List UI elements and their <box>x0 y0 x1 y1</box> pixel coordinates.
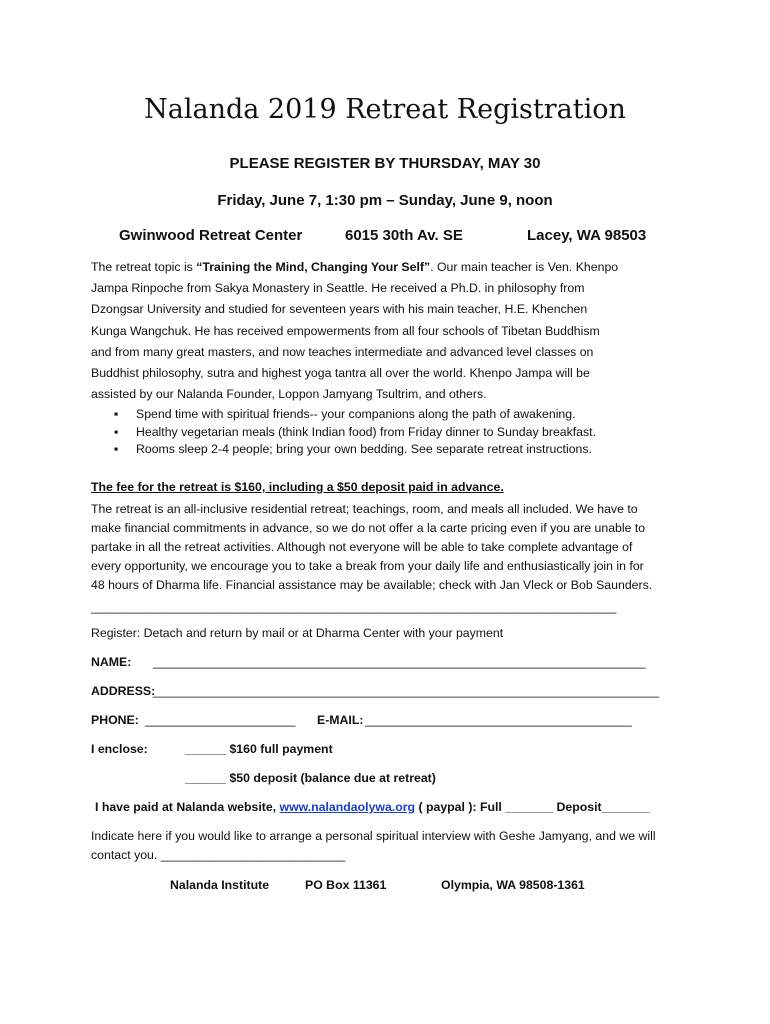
list-item-text: Healthy vegetarian meals (think Indian food) from Friday dinner to Sunday breakfast. <box>136 424 597 439</box>
registration-deadline: PLEASE REGISTER BY THURSDAY, MAY 30 <box>229 155 541 172</box>
list-item-text: Spend time with spiritual friends-- your companions along the path of awakening. <box>136 407 576 421</box>
intro-line: Kunga Wangchuk. He has received empowerments from all four schools of Tibetan Buddhism <box>91 323 600 338</box>
full-payment-blank[interactable]: ______ <box>185 742 227 756</box>
full-payment-text: $160 full payment <box>229 742 333 756</box>
name-label: NAME: <box>91 655 132 669</box>
website-link[interactable]: www.nalandaolywa.org <box>279 800 416 814</box>
fee-line: partake in all the retreat activities. Although not everyone will be able to take complete advantage of <box>91 540 633 554</box>
email-label: E-MAIL: <box>317 713 364 727</box>
list-item <box>114 424 596 442</box>
intro-text: The retreat topic is <box>91 260 197 274</box>
address-field[interactable]: __________________________________________________________________________ <box>153 684 660 698</box>
venue-name: Gwinwood Retreat Center <box>119 227 303 244</box>
retreat-dates: Friday, June 7, 1:30 pm – Sunday, June 9, noon <box>217 192 553 209</box>
paid-online-options[interactable]: ( paypal ): Full _______ Deposit_______ <box>415 800 650 814</box>
intro-line: Jampa Rinpoche from Sakya Monastery in Seattle. He received a Ph.D. in philosophy from <box>91 281 585 296</box>
fee-line: The retreat is an all-inclusive residential retreat; teachings, room, and meals all included. We have to <box>91 502 638 516</box>
email-field[interactable]: _______________________________________ <box>365 713 632 727</box>
footer-org: Nalanda Institute <box>170 878 270 892</box>
footer-city: Olympia, WA 98508-1361 <box>441 878 585 892</box>
deposit-option[interactable] <box>185 771 436 785</box>
intro-line: Dzongsar University and studied for seventeen years with his main teacher, H.E. Khenchen <box>91 302 588 317</box>
list-item <box>114 441 596 459</box>
intro-line: assisted by our Nalanda Founder, Loppon Jamyang Tsultrim, and others. <box>91 387 487 402</box>
venue-city: Lacey, WA 98503 <box>527 227 647 244</box>
intro-line <box>91 257 691 278</box>
bullet-icon: ▪ <box>114 407 119 421</box>
list-item-text: Rooms sleep 2-4 people; bring your own bedding. See separate retreat instructions. <box>136 442 592 456</box>
page-title: Nalanda 2019 Retreat Registration <box>144 94 626 125</box>
intro-line: and from many great masters, and now teaches intermediate and advanced level classes on <box>91 344 594 359</box>
enclose-label: I enclose: <box>91 742 148 756</box>
address-label: ADDRESS: <box>91 684 156 698</box>
bullet-list <box>114 406 596 459</box>
list-item <box>114 406 596 424</box>
venue-street: 6015 30th Av. SE <box>345 227 463 244</box>
fee-paragraph <box>91 500 691 595</box>
interview-request: Indicate here if you would like to arrange a personal spiritual interview with Geshe Jamyang, and we will <box>91 829 656 843</box>
paid-online-text: I have paid at Nalanda website, <box>95 800 280 814</box>
full-payment-option[interactable] <box>185 742 333 756</box>
deposit-text: $50 deposit (balance due at retreat) <box>229 771 436 785</box>
intro-text: . Our main teacher is Ven. Khenpo <box>430 260 619 274</box>
intro-paragraph <box>91 257 691 405</box>
fee-line: every opportunity, we encourage you to take a break from your daily life and enthusiastically join in for <box>91 559 644 573</box>
intro-line: Buddhist philosophy, sutra and highest yoga tantra all over the world. Khenpo Jampa will be <box>91 366 590 381</box>
fee-heading: The fee for the retreat is $160, including a $50 deposit paid in advance. <box>91 480 504 494</box>
name-field[interactable]: ________________________________________________________________________ <box>153 655 646 669</box>
phone-label: PHONE: <box>91 713 139 727</box>
footer-pobox: PO Box 11361 <box>305 878 387 892</box>
bullet-icon: ▪ <box>114 442 119 456</box>
register-instructions: Register: Detach and return by mail or at Dharma Center with your payment <box>91 626 504 640</box>
interview-contact-field[interactable]: contact you. ___________________________ <box>91 848 346 862</box>
detach-divider: _____________________________________________________________________________________ <box>91 600 616 614</box>
deposit-blank[interactable]: ______ <box>185 771 227 785</box>
paid-online-line <box>95 800 649 814</box>
fee-line: make financial commitments in advance, so we do not offer a la carte pricing even if you are unable to <box>91 521 646 535</box>
phone-field[interactable]: ______________________ <box>145 713 296 727</box>
fee-line: 48 hours of Dharma life. Financial assistance may be available; check with Jan Vleck or Bob Saunders. <box>91 578 653 592</box>
bullet-icon: ▪ <box>114 424 119 439</box>
retreat-topic: “Training the Mind, Changing Your Self” <box>196 260 431 274</box>
